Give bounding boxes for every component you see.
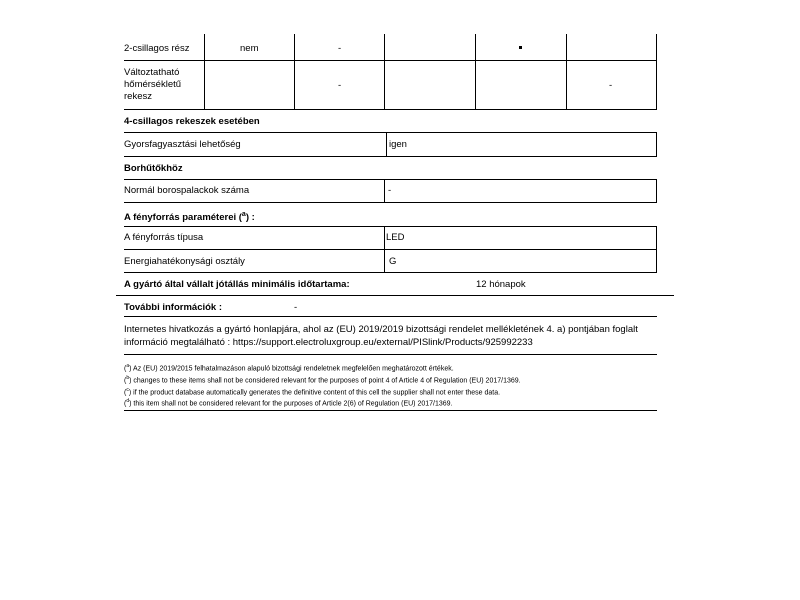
footnote-ref-a: a (241, 211, 246, 218)
table-border (116, 295, 674, 296)
table-border (656, 34, 657, 109)
footnote-mark: c (126, 387, 129, 393)
more-info-label: További információk : (124, 302, 223, 313)
row-label-variable: hőmérsékletű (124, 79, 182, 90)
table-border (204, 34, 205, 109)
footnote-mark: d (126, 398, 130, 404)
two-star-value: nem (240, 43, 259, 54)
row-label-variable: rekesz (124, 91, 152, 102)
more-info-text: Internetes hivatkozás a gyártó honlapjára, ahol az (EU) 2019/2019 bizottsági rendelet mellékletének 4. a) pontjában foglalt (124, 324, 638, 335)
footnote: ($^c$) if the product database automatically generates the definitive content of this cell the supplier shall not enter these data. (124, 387, 501, 397)
row-label-two-star: 2-csillagos rész (124, 43, 190, 54)
footnote: ($^a$) Az (EU) 2019/2015 felhatalmazáson alapuló bizottsági rendeletnek megfelelően meghatározott értékek. (124, 363, 454, 373)
quick-freeze-value: igen (389, 139, 407, 150)
table-border (384, 179, 385, 202)
table-border (384, 34, 385, 109)
table-border (124, 109, 657, 110)
bullet-mark (519, 46, 522, 49)
footnote: ($^d$) this item shall not be considered relevant for the purposes of Article 2(6) of Regulation (EU) 2017/1369. (124, 398, 453, 408)
footnote-mark: b (126, 375, 130, 381)
table-border (124, 354, 657, 355)
variable-value-5: - (609, 80, 613, 91)
warranty-value: 12 hónapok (476, 279, 526, 290)
table-border (124, 156, 657, 157)
table-border (475, 34, 476, 109)
footnote-mark: a (126, 363, 130, 369)
more-info-link[interactable]: információ megtalálható : https://support.electroluxgroup.eu/external/PISlink/Products/925992233 (124, 337, 533, 348)
table-border (124, 410, 657, 411)
table-border (124, 249, 657, 250)
table-border (124, 272, 657, 273)
table-border (124, 226, 657, 227)
table-border (124, 132, 657, 133)
section-heading-four-star: 4-csillagos rekeszek esetében (124, 116, 260, 127)
table-border (124, 60, 657, 61)
table-border (294, 34, 295, 109)
quick-freeze-label: Gyorsfagyasztási lehetőség (124, 139, 241, 150)
light-type-label: A fényforrás típusa (124, 232, 204, 243)
table-border (656, 132, 657, 156)
table-border (124, 316, 657, 317)
light-type-value: LED (386, 232, 405, 243)
row-label-variable: Változtatható (124, 67, 180, 78)
table-border (124, 202, 657, 203)
variable-value-2: - (338, 80, 342, 91)
section-heading-light: A fényforrás paraméterei ($^a$) : (124, 211, 255, 224)
table-border (124, 179, 657, 180)
energy-class-label: Energiahatékonysági osztály (124, 256, 245, 267)
two-star-value-2: - (338, 43, 342, 54)
footnote: ($^b$) changes to these items shall not be considered relevant for the purposes of point 4 of Article 4 of Regulation (EU) 2017/1369. (124, 375, 521, 385)
table-border (656, 179, 657, 202)
warranty-label: A gyártó által vállalt jótállás minimális időtartama: (124, 279, 350, 290)
wine-bottles-label: Normál borospalackok száma (124, 185, 250, 196)
more-info-value: - (294, 302, 298, 313)
table-border (386, 132, 387, 156)
energy-class-value: G (389, 256, 397, 267)
section-heading-wine: Borhűtőkhöz (124, 163, 183, 174)
wine-bottles-value: - (388, 185, 392, 196)
table-border (566, 34, 567, 109)
